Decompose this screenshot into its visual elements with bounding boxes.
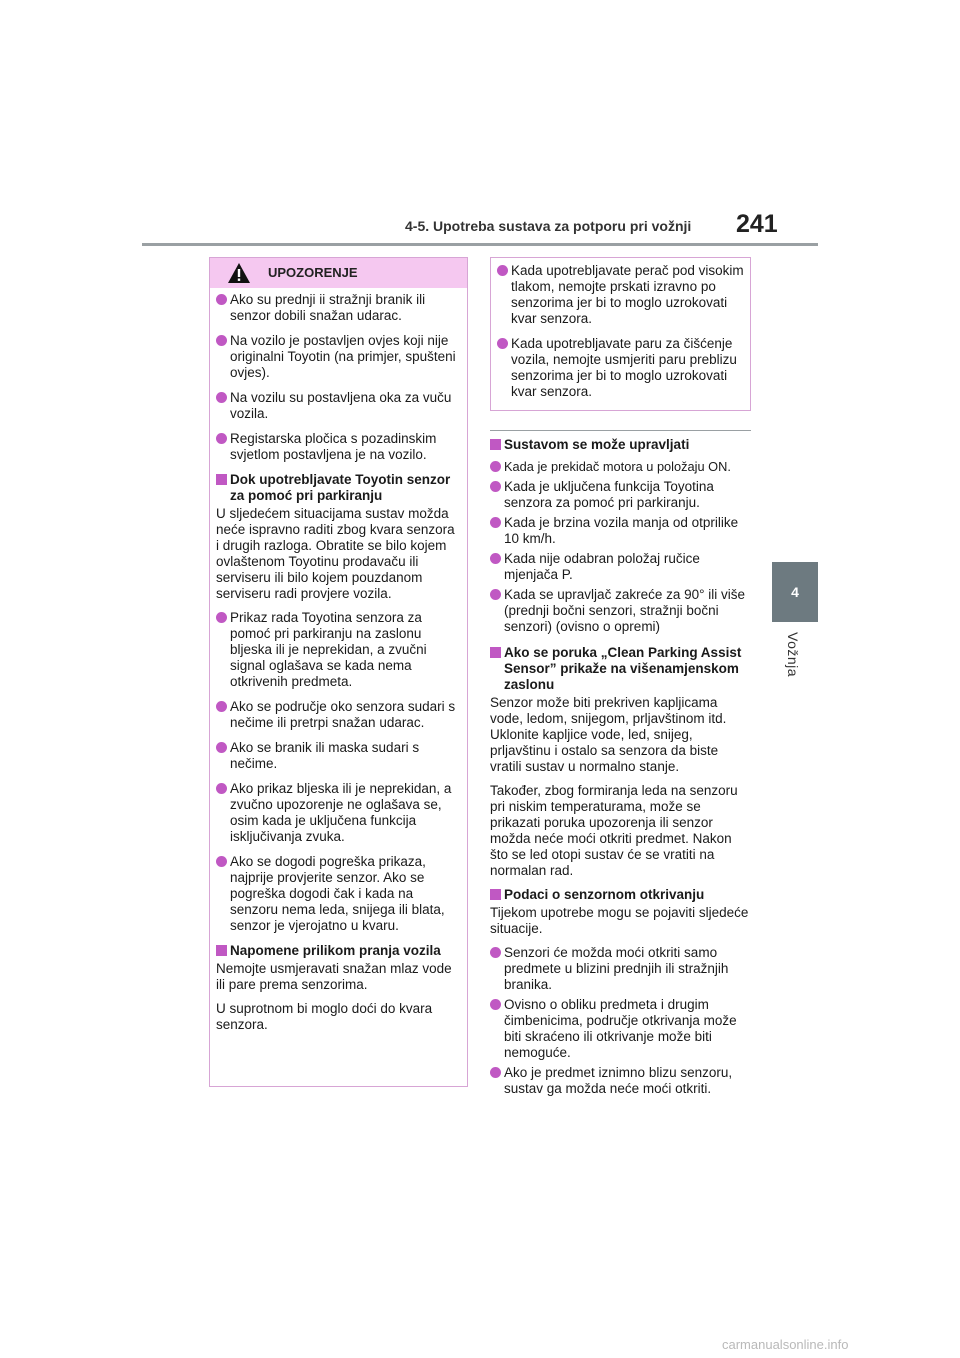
list-item: Kada nije odabran položaj ručice mjenjača P. <box>490 551 751 583</box>
bullet-dot-icon <box>490 481 501 492</box>
bullet-dot-icon <box>216 433 227 444</box>
chapter-label: Vožnja <box>785 632 801 678</box>
subheading: Ako se poruka „Clean Parking Assist Sensor” prikaže na višenamjenskom zaslonu <box>490 645 751 693</box>
bullet-dot-icon <box>216 856 227 867</box>
bullet-square-icon <box>490 647 501 658</box>
paragraph: U sljedećem situacijama sustav možda neće ispravno raditi zbog kvara senzora i drugih razloga. Obratite se bilo kojem ovlaštenom Toyotinu prodavaču ili serviseru ili bilo kojem pouzdanom serviseru radi provjere vozila. <box>216 506 455 601</box>
warning-triangle-icon <box>227 262 251 284</box>
warning-continued-box <box>490 257 751 411</box>
bullet-dot-icon <box>216 612 227 623</box>
chapter-tab[interactable] <box>772 562 818 622</box>
bullet-dot-icon <box>490 999 501 1010</box>
watermark: carmanualsonline.info <box>722 1337 849 1352</box>
list-item: Prikaz rada Toyotina senzora za pomoć pri parkiranju na zaslonu bljeska ili je neprekidan, a zvučni signal oglašava se kada nema otkrivenih predmeta. <box>216 610 461 690</box>
paragraph: Tijekom upotrebe mogu se pojaviti sljedeće situacije. <box>490 905 749 936</box>
bullet-square-icon <box>216 945 227 956</box>
list-item: Senzori će možda moći otkriti samo predmete u blizini prednjih ili stražnjih branika. <box>490 945 751 993</box>
bullet-dot-icon <box>490 947 501 958</box>
paragraph: Senzor može biti prekriven kapljicama vode, ledom, snijegom, prljavštinom itd. Uklonite kapljice vode, led, snijeg, prljavštinu i ostalo sa senzora da biste vratili sustav u normalno stanje. <box>490 695 727 774</box>
warning-box <box>209 257 468 1087</box>
list-item: Ako se branik ili maska sudari s nečime. <box>216 740 461 772</box>
subheading: Sustavom se može upravljati <box>490 437 751 453</box>
paragraph: Nemojte usmjeravati snažan mlaz vode ili pare prema senzorima. <box>216 961 452 992</box>
bullet-dot-icon <box>497 265 508 276</box>
subheading: Napomene prilikom pranja vozila <box>216 943 461 959</box>
list-item: Ako se dogodi pogreška prikaza, najprije provjerite senzor. Ako se pogreška dogodi čak i kada na senzoru nema leda, snijega ili blata, senzor je vjerojatno u kvaru. <box>216 854 461 934</box>
bullet-dot-icon <box>490 461 501 472</box>
list-item: Kada upotrebljavate perač pod visokim tlakom, nemojte prskati izravno po senzorima jer bi to moglo uzrokovati kvar senzora. <box>497 263 744 327</box>
warning-title: UPOZORENJE <box>268 265 358 280</box>
list-item: Kada je brzina vozila manja od otprilike 10 km/h. <box>490 515 751 547</box>
chapter-number: 4 <box>791 584 799 600</box>
bullet-dot-icon <box>490 517 501 528</box>
list-item: Ako su prednji ii stražnji branik ili senzor dobili snažan udarac. <box>216 292 461 324</box>
bullet-dot-icon <box>490 1067 501 1078</box>
bullet-dot-icon <box>216 742 227 753</box>
paragraph: U suprotnom bi moglo doći do kvara senzora. <box>216 1001 433 1032</box>
list-item: Kada je uključena funkcija Toyotina senzora za pomoć pri parkiranju. <box>490 479 751 511</box>
bullet-square-icon <box>490 889 501 900</box>
list-item: Ako se područje oko senzora sudari s nečime ili pretrpi snažan udarac. <box>216 699 461 731</box>
list-item: Ako prikaz bljeska ili je neprekidan, a zvučno upozorenje ne oglašava se, osim kada je uključena funkcija isključivanja zvuka. <box>216 781 461 845</box>
bullet-square-icon <box>490 439 501 450</box>
bullet-dot-icon <box>490 553 501 564</box>
warning-header <box>210 258 467 288</box>
bullet-dot-icon <box>216 783 227 794</box>
list-item: Na vozilu su postavljena oka za vuču vozila. <box>216 390 461 422</box>
bullet-square-icon <box>216 474 227 485</box>
warning-body <box>210 288 467 1033</box>
section-divider <box>490 430 751 431</box>
list-item: Registarska pločica s pozadinskim svjetlom postavljena je na vozilo. <box>216 431 461 463</box>
list-item: Na vozilo je postavljen ovjes koji nije originalni Toyotin (na primjer, spušteni ovjes). <box>216 333 461 381</box>
right-column <box>490 430 751 1101</box>
bullet-dot-icon <box>216 294 227 305</box>
bullet-dot-icon <box>490 589 501 600</box>
bullet-dot-icon <box>216 701 227 712</box>
page-number: 241 <box>736 210 778 238</box>
list-item: Kada je prekidač motora u položaju ON. <box>490 459 751 475</box>
paragraph: Također, zbog formiranja leda na senzoru pri niskim temperaturama, može se prikazati poruka upozorenja ili senzor možda neće moći otkriti predmet. Nakon što se led otopi sustav će se vratiti na normalan rad. <box>490 783 738 878</box>
subheading: Dok upotrebljavate Toyotin senzor za pomoć pri parkiranju <box>216 472 461 504</box>
list-item: Kada upotrebljavate paru za čišćenje vozila, nemojte usmjeriti paru preblizu senzorima jer bi to moglo uzrokovati kvar senzora. <box>497 336 744 400</box>
subheading: Podaci o senzornom otkrivanju <box>490 887 751 903</box>
bullet-dot-icon <box>216 392 227 403</box>
bullet-dot-icon <box>497 338 508 349</box>
list-item: Ako je predmet iznimno blizu senzoru, sustav ga možda neće moći otkriti. <box>490 1065 751 1097</box>
list-item: Ovisno o obliku predmeta i drugim čimbenicima, područje otkrivanja može biti skraćeno ili otkrivanje može biti nemoguće. <box>490 997 751 1061</box>
list-item: Kada se upravljač zakreće za 90° ili više (prednji bočni senzori, stražnji bočni senzori) (ovisno o opremi) <box>490 587 751 635</box>
bullet-dot-icon <box>216 335 227 346</box>
section-title: 4-5. Upotreba sustava za potporu pri vožnji <box>405 218 692 234</box>
header-divider <box>142 243 818 246</box>
